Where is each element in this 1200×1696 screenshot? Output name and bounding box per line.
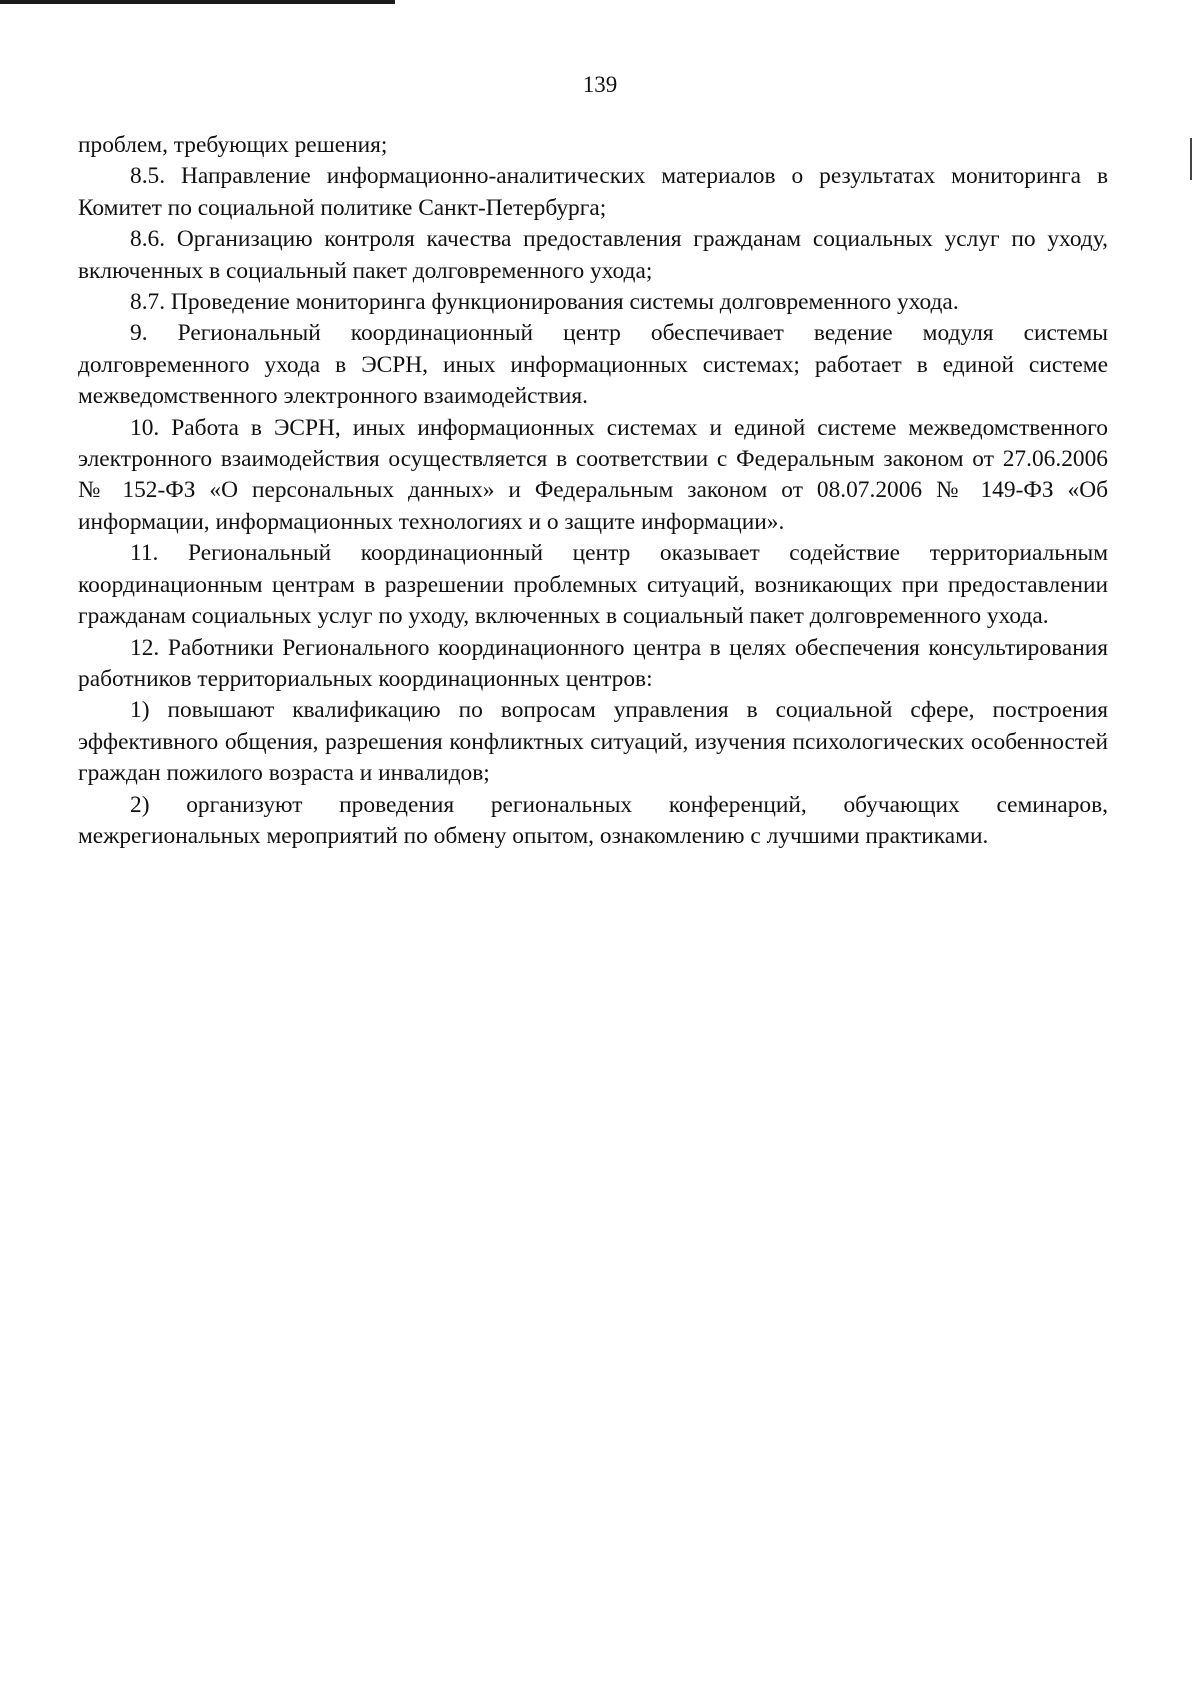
document-body	[78, 130, 1108, 852]
paragraph-continuation: проблем, требующих решения;	[78, 132, 388, 158]
paragraph-12-item-1: 1) повышают квалификацию по вопросам управления в социальной сфере, построения эффективного общения, разрешения конфликтных ситуаций, изучения психологических особенностей граждан пожилого возраста и инвалидов;	[78, 697, 1108, 787]
paragraph-8-7: 8.7. Проведение мониторинга функционирования системы долговременного ухода.	[130, 289, 959, 316]
paragraph-12: 12. Работники Регионального координационного центра в целях обеспечения консультирования работников территориальных координационных центров:	[78, 634, 1108, 692]
paragraph-11: 11. Региональный координационный центр оказывает содействие территориальным координационным центрам в разрешении проблемных ситуаций, возникающих при предоставлении гражданам социальных услуг по уходу, включенных в социальный пакет долговременного ухода.	[78, 540, 1108, 630]
scan-edge-line	[0, 0, 395, 4]
paragraph-12-item-2: 2) организуют проведения региональных конференций, обучающих семинаров, межрегиональных мероприятий по обмену опытом, ознакомлению с лучшими практиками.	[78, 791, 1108, 849]
paragraph-8-5: 8.5. Направление информационно-аналитических материалов о результатах мониторинга в Комитет по социальной политике Санкт-Петербурга;	[78, 163, 1108, 221]
paragraph-10: 10. Работа в ЭСРН, иных информационных системах и единой системе межведомственного электронного взаимодействия осуществляется в соответствии с Федеральным законом от 27.06.2006 № 152-ФЗ «О персональных данных» и Федеральным законом от 08.07.2006 № 149-ФЗ «Об информации, информационных технологиях и о защите информации».	[78, 414, 1108, 535]
paragraph-9: 9. Региональный координационный центр обеспечивает ведение модуля системы долговременного ухода в ЭСРН, иных информационных системах; работает в единой системе межведомственного электронного взаимодействия.	[78, 320, 1108, 410]
page-number: 139	[582, 72, 618, 97]
scan-margin-mark	[1190, 138, 1192, 180]
paragraph-8-6: 8.6. Организацию контроля качества предоставления гражданам социальных услуг по уходу, включенных в социальный пакет долговременного ухода;	[78, 226, 1108, 284]
